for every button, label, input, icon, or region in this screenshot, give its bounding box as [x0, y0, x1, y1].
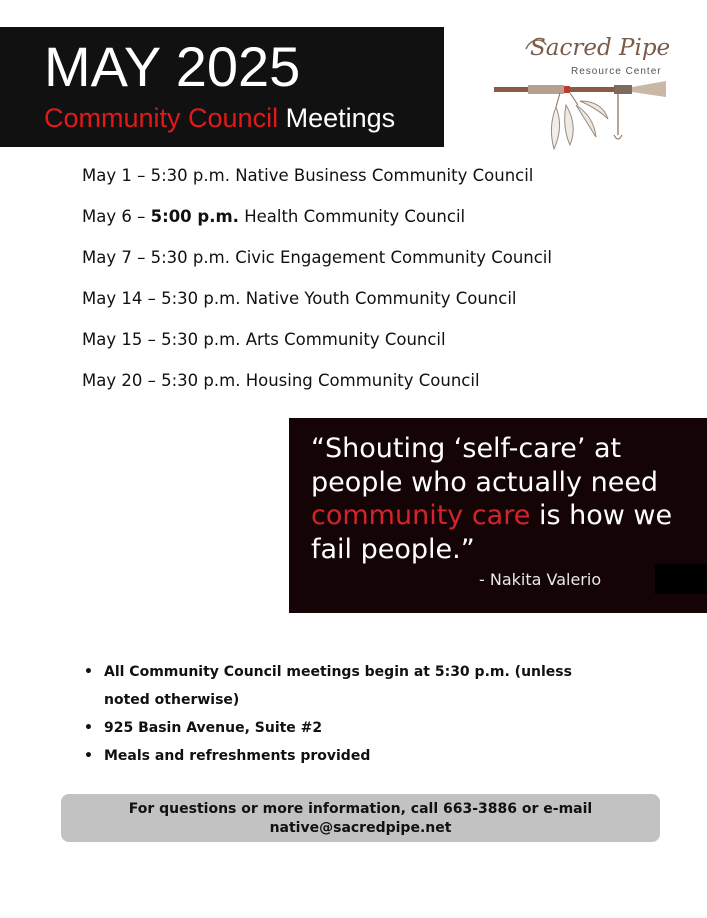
meeting-dash: –: [142, 371, 162, 390]
meeting-dash: –: [142, 289, 162, 308]
meeting-item: [82, 205, 642, 246]
meeting-item: [82, 328, 642, 369]
meeting-date: May 6: [82, 207, 132, 226]
meeting-date: May 15: [82, 330, 143, 349]
bullet-icon: •: [84, 748, 93, 764]
subtitle-red-text: Community Council: [44, 103, 279, 133]
meeting-council: Civic Engagement Community Council: [235, 248, 552, 267]
quote-part2: is how we fail people.”: [311, 500, 673, 565]
meeting-time: 5:30 p.m.: [161, 371, 241, 390]
bullet-icon: •: [84, 720, 93, 736]
meeting-dash: –: [142, 330, 162, 349]
list-item: [82, 658, 602, 714]
meeting-council: Native Business Community Council: [235, 166, 534, 185]
meeting-council: Housing Community Council: [245, 371, 480, 390]
quote-corner-block: [655, 564, 707, 594]
meeting-date: May 1: [82, 166, 132, 185]
meeting-time: 5:30 p.m.: [161, 289, 241, 308]
note-text: All Community Council meetings begin at 5:30 p.m. (unless noted otherwise): [104, 664, 572, 708]
note-text: Meals and refreshments provided: [104, 748, 371, 764]
bullet-icon: •: [84, 664, 93, 680]
meeting-dash: –: [131, 248, 151, 267]
logo-subtitle: Resource Center: [571, 66, 662, 77]
quote-part1: “Shouting ‘self-care’ at people who actually need: [311, 433, 659, 498]
header-banner: [0, 27, 444, 147]
meeting-item: [82, 369, 642, 410]
contact-email[interactable]: native@sacredpipe.net: [269, 820, 452, 836]
meeting-council: Arts Community Council: [245, 330, 446, 349]
meeting-list: [82, 164, 642, 410]
meeting-date: May 20: [82, 371, 143, 390]
contact-box: [61, 794, 660, 842]
meeting-item: [82, 164, 642, 205]
meeting-council: Native Youth Community Council: [245, 289, 517, 308]
subtitle-white-text: Meetings: [285, 103, 396, 133]
meeting-item: [82, 287, 642, 328]
meeting-time: 5:30 p.m.: [150, 166, 230, 185]
meeting-time: 5:30 p.m.: [150, 248, 230, 267]
list-item: [82, 714, 602, 742]
page-title: MAY 2025: [44, 35, 301, 98]
logo-title: Sacred Pipe: [530, 35, 671, 61]
quote-author: - Nakita Valerio: [479, 570, 602, 589]
meeting-date: May 14: [82, 289, 143, 308]
meeting-council: Health Community Council: [244, 207, 466, 226]
quote-text: [311, 432, 703, 566]
list-item: [82, 742, 602, 770]
meeting-date: May 7: [82, 248, 132, 267]
meeting-dash: –: [131, 166, 151, 185]
contact-line: For questions or more information, call 663-3886 or e-mail: [128, 801, 593, 817]
note-text: 925 Basin Avenue, Suite #2: [104, 720, 323, 736]
meeting-time: 5:30 p.m.: [161, 330, 241, 349]
meeting-time: 5:00 p.m.: [150, 207, 239, 226]
quote-highlight: community care: [311, 500, 531, 531]
notes-list: [82, 658, 602, 770]
quote-box: [289, 418, 707, 613]
meeting-item: [82, 246, 642, 287]
page-subtitle: [44, 100, 395, 136]
meeting-dash: –: [131, 207, 151, 226]
sacred-pipe-logo: [490, 35, 670, 150]
